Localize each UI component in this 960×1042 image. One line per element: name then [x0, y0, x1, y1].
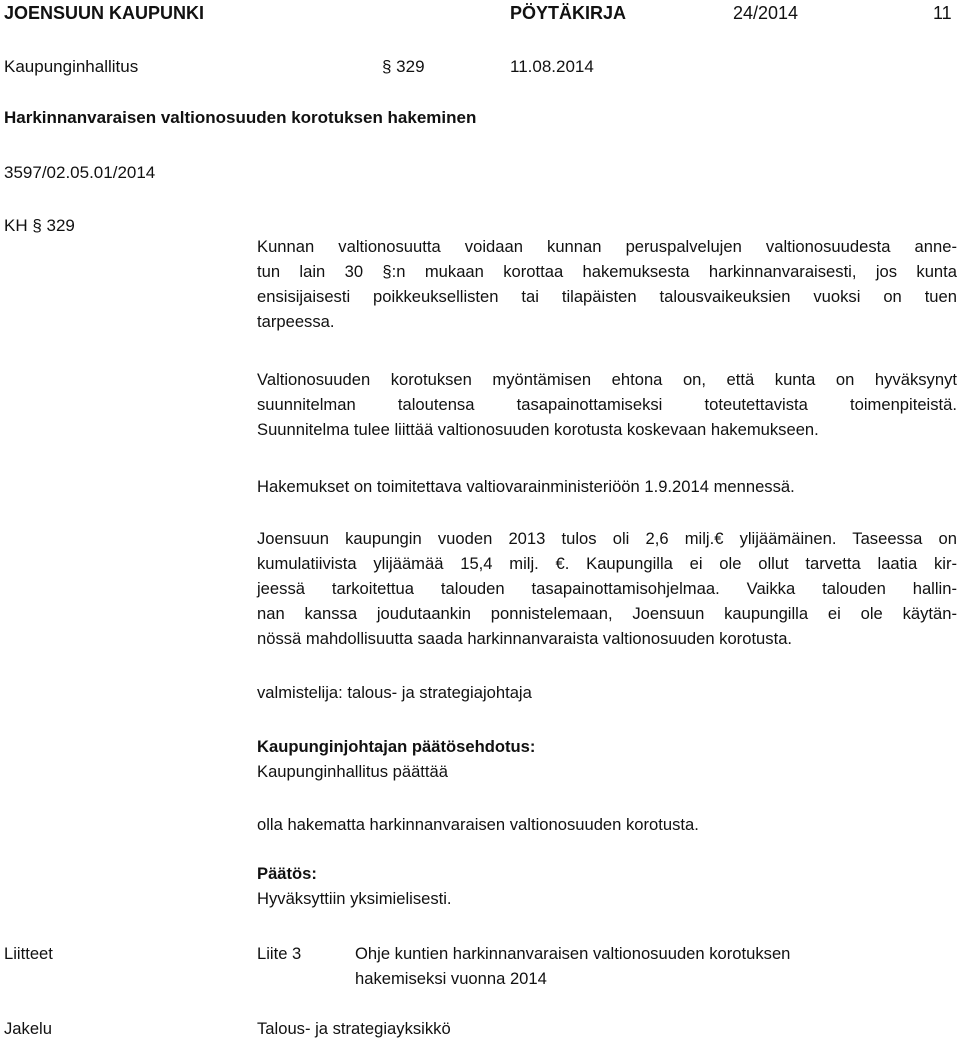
- text-line: kumulatiivista ylijäämää 15,4 milj. €. Kaupungilla ei ole ollut tarvetta laatia kir-: [257, 554, 957, 573]
- paragraph-3: [257, 474, 957, 499]
- text-line: suunnitelman taloutensa tasapainottamiseksi toteutettavista toimenpiteistä.: [257, 395, 957, 414]
- diary-number: 3597/02.05.01/2014: [4, 163, 156, 182]
- paragraph-4: [257, 526, 957, 651]
- attachment-item-text-2: hakemiseksi vuonna 2014: [355, 969, 547, 988]
- document-type: PÖYTÄKIRJA: [510, 3, 627, 23]
- paragraph-1: [257, 234, 957, 334]
- text-line: Kunnan valtionosuutta voidaan kunnan peruspalvelujen valtionosuudesta anne-: [257, 237, 957, 256]
- distribution-label: Jakelu: [4, 1019, 52, 1038]
- text-line: nössä mahdollisuutta saada harkinnanvaraista valtionosuuden korotusta.: [257, 629, 793, 648]
- body-name: Kaupunginhallitus: [4, 57, 139, 76]
- attachment-item-text-1: Ohje kuntien harkinnanvaraisen valtionosuuden korotuksen: [355, 944, 791, 963]
- section-number: § 329: [382, 57, 425, 76]
- proposal-heading: Kaupunginjohtajan päätösehdotus:: [257, 737, 536, 756]
- decision-text: Hyväksyttiin yksimielisesti.: [257, 889, 452, 908]
- document-number: 24/2014: [733, 3, 799, 23]
- section-label: KH § 329: [4, 216, 75, 235]
- meeting-date: 11.08.2014: [510, 57, 594, 76]
- text-line: Hakemukset on toimitettava valtiovarainministeriöön 1.9.2014 mennessä.: [257, 477, 795, 496]
- attachment-item-label: Liite 3: [257, 944, 302, 963]
- org-name: JOENSUUN KAUPUNKI: [4, 3, 205, 23]
- text-line: ensisijaisesti poikkeuksellisten tai tilapäisten talousvaikeuksien vuoksi on tuen: [257, 287, 957, 306]
- attachments-label: Liitteet: [4, 944, 53, 963]
- text-line: Valtionosuuden korotuksen myöntämisen ehtona on, että kunta on hyväksynyt: [257, 370, 957, 389]
- page-title: Harkinnanvaraisen valtionosuuden korotuksen hakeminen: [4, 108, 477, 127]
- decision-heading: Päätös:: [257, 864, 317, 883]
- text-line: jeessä tarkoitettua talouden tasapainottamisohjelmaa. Vaikka talouden hallin-: [257, 579, 957, 598]
- text-line: tarpeessa.: [257, 312, 335, 331]
- paragraph-2: [257, 367, 957, 442]
- distribution-value: Talous- ja strategiayksikkö: [257, 1019, 451, 1038]
- text-line: nan kanssa joudutaankin ponnistelemaan, Joensuun kaupungilla ei ole käytän-: [257, 604, 957, 623]
- page-number: 11: [933, 3, 952, 23]
- proposal-line-2: olla hakematta harkinnanvaraisen valtionosuuden korotusta.: [257, 815, 699, 834]
- text-line: Joensuun kaupungin vuoden 2013 tulos oli 2,6 milj.€ ylijäämäinen. Taseessa on: [257, 529, 957, 548]
- preparer: valmistelija: talous- ja strategiajohtaja: [257, 683, 532, 702]
- text-line: tun lain 30 §:n mukaan korottaa hakemuksesta harkinnanvaraisesti, jos kunta: [257, 262, 957, 281]
- text-line: Suunnitelma tulee liittää valtionosuuden korotusta koskevaan hakemukseen.: [257, 420, 819, 439]
- proposal-line-1: Kaupunginhallitus päättää: [257, 762, 448, 781]
